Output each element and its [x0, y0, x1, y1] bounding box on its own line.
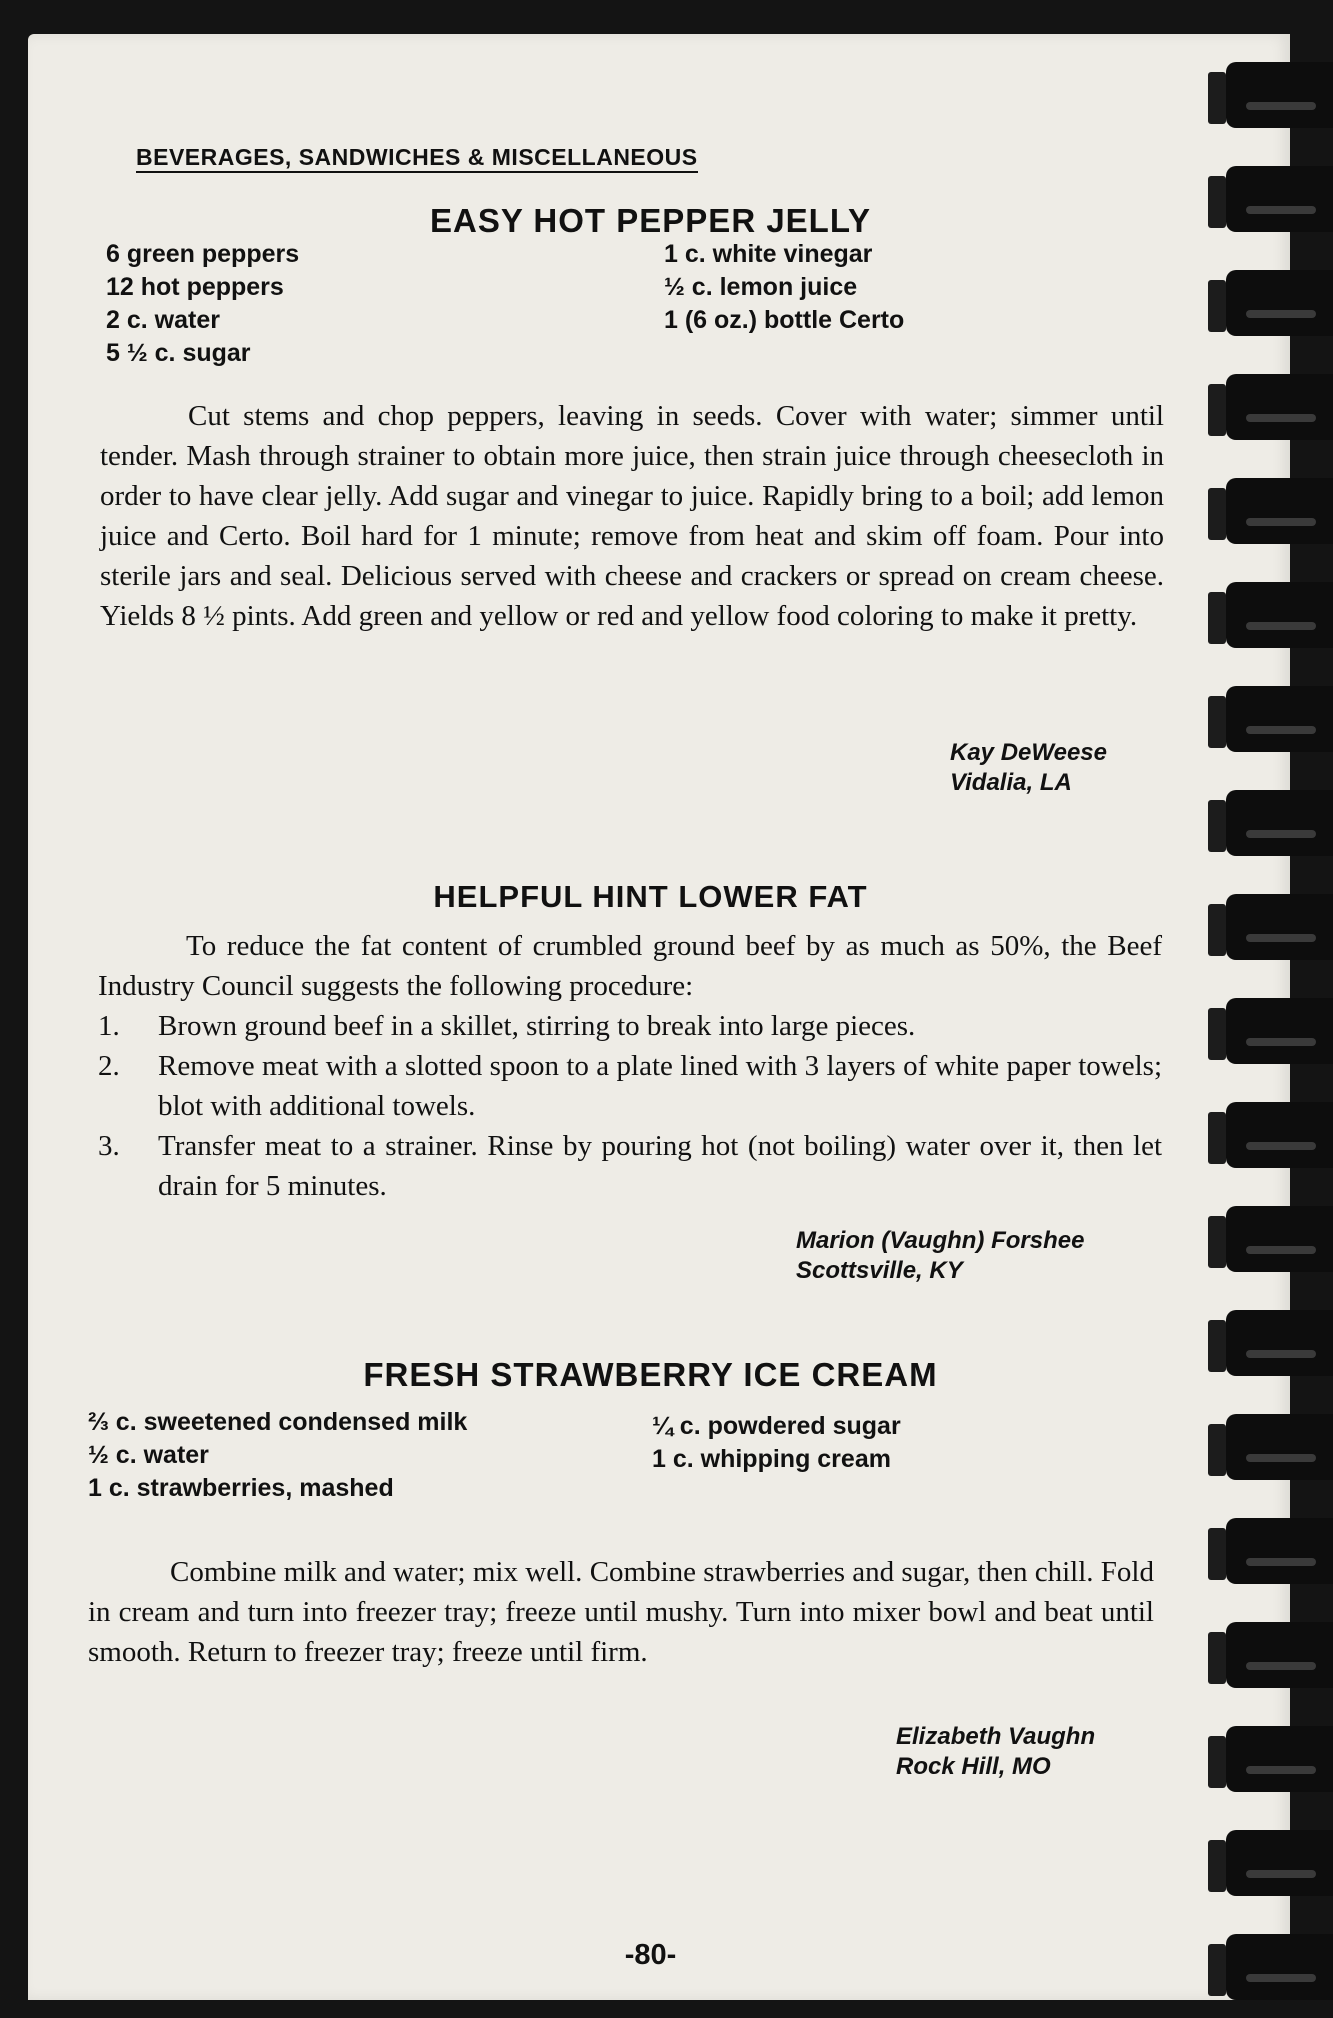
ingredient: 6 green peppers [106, 240, 300, 268]
directions-pepper-jelly: Cut stems and chop peppers, leaving in seeds. Cover with water; simmer until tender. Mash through strainer to obtain more juice, then strain juice through cheesecloth in order to have clear jelly. Add sugar and vinegar to juice. Rapidly bring to a boil; add lemon juice and Certo. Boil hard for 1 minute; remove from heat and skim off foam. Pour into sterile jars and seal. Delicious served with cheese and crackers or spread on cream cheese. Yields 8 ½ pints. Add green and yellow or red and yellow food coloring to make it pretty. [100, 400, 1164, 632]
ingredient: 1 c. strawberries, mashed [88, 1474, 394, 1502]
ingredients-right-pepper-jelly [664, 238, 904, 337]
ingredient: 1 c. whipping cream [652, 1445, 891, 1473]
credit-ice-cream [896, 1722, 1095, 1782]
directions-ice-cream: Combine milk and water; mix well. Combine strawberries and sugar, then chill. Fold in cream and turn into freezer tray; freeze until mushy. Turn into mixer bowl and beat until smooth. Return to freezer tray; freeze until firm. [88, 1556, 1154, 1668]
binding-coil [1206, 894, 1333, 978]
author-location: Scottsville, KY [796, 1257, 963, 1284]
section-header: BEVERAGES, SANDWICHES & MISCELLANEOUS [136, 144, 698, 173]
cookbook-page [28, 34, 1290, 2000]
binding-coil [1206, 582, 1333, 666]
recipe-title-pepper-jelly: EASY HOT PEPPER JELLY [430, 202, 871, 239]
binding-coil [1206, 1206, 1333, 1290]
binding-coil [1206, 1414, 1333, 1498]
binding-coil [1206, 1934, 1333, 2018]
hint-title: HELPFUL HINT LOWER FAT [433, 879, 868, 914]
ingredient: 1 c. white vinegar [664, 240, 873, 268]
ingredient: ¼ c. powdered sugar [652, 1412, 901, 1440]
binding-coil [1206, 998, 1333, 1082]
binding-coil [1206, 1622, 1333, 1706]
page-number: -80- [624, 1939, 677, 1971]
ingredients-left-pepper-jelly [106, 238, 299, 370]
ingredients-right-ice-cream [652, 1410, 901, 1476]
binding-coil [1206, 1310, 1333, 1394]
hint-step: 3. Transfer meat to a strainer. Rinse by pouring hot (not boiling) water over it, then let drain for 5 minutes. [98, 1130, 1162, 1202]
hint-step: 2. Remove meat with a slotted spoon to a plate lined with 3 layers of white paper towels; blot with additional towels. [98, 1050, 1162, 1122]
recipe-title-strawberry-ice-cream: FRESH STRAWBERRY ICE CREAM [363, 1356, 938, 1393]
author-location: Rock Hill, MO [896, 1753, 1051, 1780]
binding-coil [1206, 1830, 1333, 1914]
binding-coil [1206, 270, 1333, 354]
ingredient: ⅔ c. sweetened condensed milk [88, 1408, 468, 1436]
hint-steps [98, 1006, 1162, 1206]
author-location: Vidalia, LA [950, 769, 1072, 796]
binding-coil [1206, 686, 1333, 770]
ingredient: 5 ½ c. sugar [106, 339, 251, 367]
binding-coil [1206, 478, 1333, 562]
ingredient: 12 hot peppers [106, 273, 284, 301]
ingredient: ½ c. lemon juice [664, 273, 858, 301]
binding-coil [1206, 166, 1333, 250]
ingredient: ½ c. water [88, 1441, 209, 1469]
author-name: Kay DeWeese [950, 739, 1107, 766]
hint-intro: To reduce the fat content of crumbled ground beef by as much as 50%, the Beef Industry Council suggests the following procedure: [98, 930, 1162, 1002]
credit-pepper-jelly [950, 738, 1107, 798]
binding-coil [1206, 1726, 1333, 1810]
spiral-binding [1206, 40, 1333, 2000]
binding-coil [1206, 62, 1333, 146]
hint-step: 1. Brown ground beef in a skillet, stirring to break into large pieces. [98, 1010, 916, 1042]
credit-hint [796, 1226, 1084, 1286]
ingredient: 1 (6 oz.) bottle Certo [664, 306, 905, 334]
binding-coil [1206, 790, 1333, 874]
ingredients-left-ice-cream [88, 1406, 467, 1505]
author-name: Marion (Vaughn) Forshee [796, 1227, 1085, 1254]
ingredient: 2 c. water [106, 306, 220, 334]
author-name: Elizabeth Vaughn [896, 1723, 1096, 1750]
binding-coil [1206, 374, 1333, 458]
binding-coil [1206, 1102, 1333, 1186]
binding-coil [1206, 1518, 1333, 1602]
